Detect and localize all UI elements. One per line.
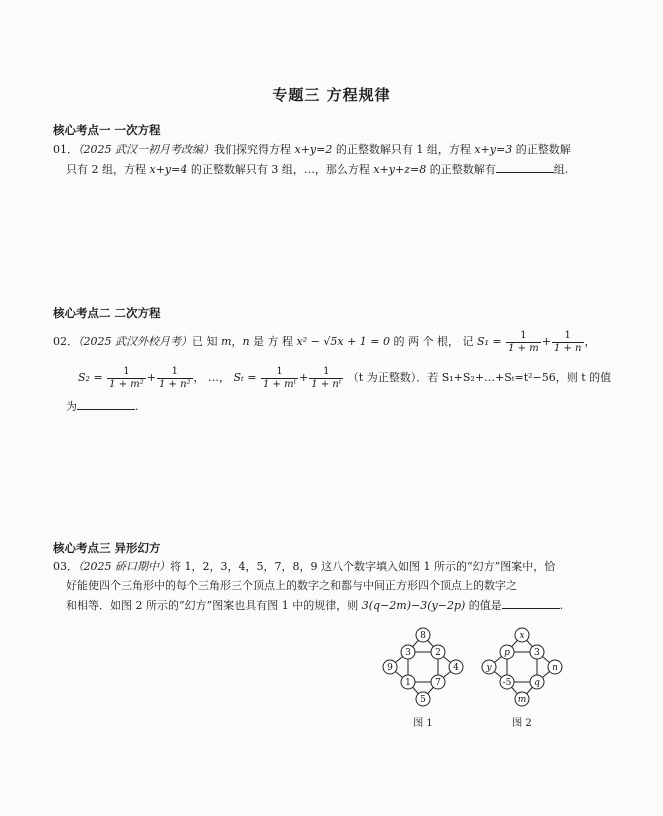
node-bottom-right: 7 <box>435 678 441 688</box>
figure-2-magic-diagram <box>477 624 567 710</box>
question-source: （2025 武汉外校月考） <box>78 335 192 348</box>
fraction <box>261 366 298 391</box>
page-title: 专题三 方程规律 <box>272 86 391 104</box>
numerator: 1 <box>506 330 541 343</box>
question-source: （2025 硚口期中） <box>78 560 170 573</box>
equation: x² − √5x + 1 = 0 <box>296 335 390 348</box>
node-bottom-right: q <box>534 678 540 688</box>
fraction <box>506 330 541 355</box>
node-top-right: 3 <box>534 648 540 658</box>
answer-blank[interactable] <box>496 162 554 173</box>
section-heading-2: 核心考点二 二次方程 <box>53 306 161 320</box>
text: 的正整数解只有 1 组，方程 <box>332 143 475 156</box>
question-number: 01． <box>53 143 78 156</box>
figure-1-caption: 图 1 <box>413 718 433 729</box>
question-number: 03． <box>53 560 78 573</box>
section-heading-3: 核心考点三 异形幻方 <box>53 541 161 555</box>
variable: m <box>221 335 232 348</box>
variable: Sₜ <box>233 371 244 384</box>
text: 只有 2 组，方程 <box>66 163 150 176</box>
node-bottom-left: 1 <box>405 678 411 688</box>
numerator: 1 <box>552 330 584 343</box>
question-2-line-2: S₂ = $\frac{1}{\text{1 + m²}}$ + $\frac{1}{\text{1 + n²}}$ ， …， Sₜ = $\frac{1}{\text{1 + mᵗ}}$ + $\frac{1}{\text{1 + nᵗ}}$ （t 为正整数）．若 S₁+S₂+…+Sₜ=t²−56，则 t 的值 <box>78 365 612 390</box>
node-bottom: 5 <box>420 695 426 705</box>
text: 将 1，2，3，4，5，7，8，9 这八个数字填入如图 1 所示的“幻方”图案中，恰 <box>170 560 556 573</box>
node-bottom-left: -5 <box>502 678 512 688</box>
text: 好能使四个三角形中的每个三角形三个顶点上的数字之和都与中间正方形四个顶点上的数字之 <box>66 579 517 592</box>
numerator: 1 <box>261 366 298 379</box>
text: 为 <box>66 400 77 413</box>
node-top-left: 3 <box>405 648 411 658</box>
question-1-line-1 <box>53 143 571 157</box>
question-number: 02． <box>53 335 78 348</box>
text: 和相等．如图 2 所示的“幻方”图案也具有图 1 中的规律，则 <box>66 599 362 612</box>
fraction <box>552 330 584 355</box>
node-top-right: 2 <box>435 648 441 658</box>
question-2-line-3 <box>66 399 139 414</box>
text: 我们探究得方程 <box>214 143 295 156</box>
denominator: 1 + m² <box>109 378 144 390</box>
question-1-line-2 <box>66 162 568 177</box>
question-2-line-1: 02．（2025 武汉外校月考）已 知 m，n 是 方 程 x² − √5x + 1 = 0 的 两 个 根， 记 S₁ = $\frac{1}{1 + m}$ + $\frac{1}{1 + n}$ ， <box>53 329 596 354</box>
denominator: 1 + n <box>553 342 582 354</box>
node-right: n <box>552 663 558 673</box>
text: ， <box>231 335 243 348</box>
figure-1-magic-diagram <box>378 624 468 710</box>
text: 的值是 <box>465 599 502 612</box>
answer-blank[interactable] <box>77 399 135 410</box>
fraction <box>157 366 193 391</box>
section-heading-1: 核心考点一 一次方程 <box>53 123 161 137</box>
text: 已 知 <box>192 335 221 348</box>
text: . <box>135 400 139 413</box>
numerator: 1 <box>309 366 343 379</box>
question-3-line-2 <box>66 579 517 593</box>
variable: S₂ <box>78 371 90 384</box>
text: 的正整数解只有 3 组，…，那么方程 <box>187 163 374 176</box>
text: 的 两 个 根， 记 <box>389 335 477 348</box>
question-source: （2025 武汉一初月考改编） <box>78 143 214 156</box>
expression: 3(q−2m)−3(y−2p) <box>361 599 466 612</box>
question-3-line-1 <box>53 560 555 574</box>
fraction <box>309 366 343 391</box>
variable: n <box>242 335 250 348</box>
node-top: x <box>519 631 525 641</box>
text: . <box>559 599 564 612</box>
node-left: 9 <box>387 663 393 673</box>
fraction <box>107 366 146 391</box>
figure-2-caption: 图 2 <box>512 718 532 729</box>
equation: x+y=4 <box>149 163 188 176</box>
node-top: 8 <box>420 631 426 641</box>
denominator: 1 + nᵗ <box>311 378 342 390</box>
text: 的正整数解有 <box>426 163 496 176</box>
question-3-line-3 <box>66 598 563 613</box>
node-top-left: p <box>504 648 510 658</box>
text: 是 方 程 <box>249 335 297 348</box>
denominator: 1 + mᵗ <box>263 378 297 390</box>
text: （t 为正整数）．若 S₁+S₂+…+Sₜ=t²−56，则 t 的值 <box>347 371 612 384</box>
equation: x+y+z=8 <box>373 163 427 176</box>
node-right: 4 <box>453 663 459 673</box>
text: ， …， <box>193 371 231 384</box>
node-left: y <box>486 663 492 673</box>
denominator: 1 + m <box>508 342 539 354</box>
numerator: 1 <box>107 366 146 379</box>
text: 的正整数解 <box>512 143 571 156</box>
variable: S₁ <box>476 335 489 348</box>
text: 组. <box>553 163 569 176</box>
node-bottom: m <box>517 695 527 705</box>
numerator: 1 <box>157 366 193 379</box>
denominator: 1 + n² <box>158 378 191 390</box>
answer-blank[interactable] <box>502 598 560 609</box>
equation: x+y=3 <box>474 143 513 156</box>
equation: x+y=2 <box>294 143 333 156</box>
